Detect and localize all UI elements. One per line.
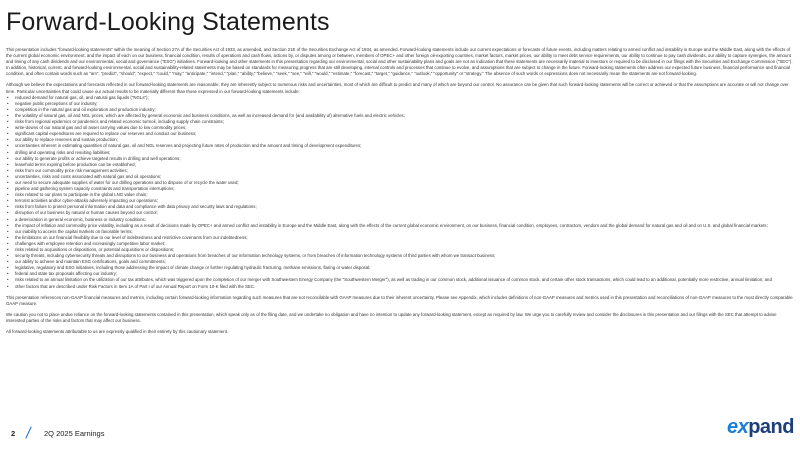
non-gaap-paragraph: This presentation references non-GAAP financial measures and metrics, including certain forward-looking information regarding such measures that are not reconcilable with GAAP measures due to their inherent uncertainty. Please see Appendix, which includes definitions of non-GAAP measures and metrics used in this presentation and reconciliations of non-GAAP measures to the most directly comparable GAAP measure. — [6, 294, 793, 306]
risk-factor-item: • the impact of inflation and commodity price volatility, including as a result of decisions made by OPEC+ and armed conflict and instability in Europe and the Middle East, along with the effects of the current global economic environment, on our business, financial condition, employees, contractors, vendors and the global demand for natural gas and oil and on U.S. and global financial markets; — [7, 222, 768, 228]
bullet-icon: • — [7, 265, 9, 271]
bullet-icon: • — [7, 210, 9, 216]
risk-factor-item: • the limitations on our financial flexibility due to our level of indebtedness and restrictive covenants from our indebtedness; — [7, 234, 248, 240]
bullet-icon: • — [7, 143, 9, 149]
bullet-icon: • — [7, 271, 9, 277]
risk-factor-item: • our ability to replace reserves and sustain production; — [7, 137, 118, 143]
bullet-icon: • — [7, 259, 9, 265]
bullet-icon: • — [7, 192, 9, 198]
footer-label: 2Q 2025 Earnings — [44, 429, 105, 438]
risk-factor-item: • drilling and operating risks and resulting liabilities; — [7, 149, 111, 155]
risk-factor-item: • risks related to acquisitions or dispositions, or potential acquisitions or dispositions; — [7, 247, 175, 252]
risk-factor-item: • other factors that are described under Risk Factors in Item 1A of Part I of our Annual Report on Form 10-K filed with the SEC. — [7, 283, 256, 289]
risk-factor-item: • a deterioration in general economic, business or industry conditions; — [7, 216, 146, 222]
risk-factor-item: • security threats, including cybersecurity threats and disruptions to our business and operations from breaches of our information technology systems, or from breaches of information technology systems of third parties with whom we transact business; — [7, 253, 496, 259]
risk-factor-item: • pipeline and gathering system capacity constraints and transportation interruptions; — [7, 186, 175, 192]
footer-divider — [25, 426, 31, 438]
risk-factor-item: • competition in the natural gas and oil exploration and production industry; — [7, 106, 156, 112]
risk-factor-item: • risks from failure to protect personal information and data and compliance with data privacy and security laws and regulations; — [7, 204, 257, 210]
risk-factor-item: • uncertainties, risks and costs associated with natural gas and oil operations; — [7, 173, 162, 179]
bullet-icon: • — [7, 277, 9, 283]
risk-factor-item: • our ability to achieve and maintain ESG certifications, goals and commitments; — [7, 259, 166, 265]
caution-paragraph: We caution you not to place undue reliance on the forward-looking statements contained in this presentation, which speak only as of the filing date, and we undertake no obligation and have no intention to update any forward-looking statement, except as required by law. We urge you to carefully review and consider the disclosures in this presentation and our filings with the SEC that attempt to advise interested parties of the risks and factors that may affect our business. — [6, 311, 777, 323]
bullet-icon: • — [7, 204, 9, 210]
risk-factor-item: • write-downs of our natural gas and oil asset carrying values due to low commodity prices; — [7, 125, 187, 131]
risk-factor-item: • risks related to our plans to participate in the global LNG value chain; — [7, 192, 148, 198]
risk-factor-item: • risks from our commodity price risk management activities; — [7, 167, 128, 173]
bullet-icon: • — [7, 100, 9, 106]
bullet-icon: • — [7, 247, 9, 252]
bullet-icon: • — [7, 161, 9, 167]
bullet-icon: • — [7, 216, 9, 222]
risk-factor-item: • uncertainties inherent in estimating quantities of natural gas, oil and NGL reserves and projecting future rates of production and the amount and timing of development expenditures; — [7, 143, 362, 149]
disclaimer-body — [6, 47, 794, 340]
bullet-icon: • — [7, 94, 9, 100]
bullet-icon: • — [7, 240, 9, 246]
page-title: Forward-Looking Statements — [6, 8, 330, 36]
risk-factor-item: • disruption of our business by natural or human causes beyond our control; — [7, 210, 158, 216]
bullet-icon: • — [7, 228, 9, 234]
expand-logo: expand — [726, 416, 794, 438]
risk-factor-item: • significant capital expenditures are required to replace our reserves and conduct our business; — [7, 131, 197, 137]
risk-factor-item: • our ability to generate profits or achieve targeted results in drilling and well operations; — [7, 155, 181, 161]
risk-factor-item: • the volatility of natural gas, oil and NGL prices, which are affected by general economic and business conditions, as well as increased demand for (and availability of) alternative fuels and electric vehicles; — [7, 112, 405, 118]
risk-factor-list — [6, 95, 794, 290]
risk-factor-item: • risks related to an annual limitation on the utilization of our tax attributes, which was triggered upon the completion of our merger with Southwestern Energy Company (the "Southwestern Merger"), as well as trading in our common stock, additional issuance of common stock, and certain other stock transactions, which could lead to an additional, potentially more restrictive, annual limitation; and — [7, 277, 772, 283]
risk-factor-item: • challenges with employee retention and increasingly competitive labor market; — [7, 240, 166, 246]
bullet-icon: • — [7, 149, 9, 155]
bullet-icon: • — [7, 119, 9, 125]
uncertainty-paragraph: Although we believe the expectations and forecasts reflected in our forward-looking statements are reasonable, they are inherently subject to numerous risks and uncertainties, most of which are difficult to predict and many of which are beyond our control. No assurance can be given that such forward-looking statements will be correct or achieved or that the assumptions are accurate or will not change over time. Particular uncertainties that could cause our actual results to be materially different than those expressed in our forward-looking statements include: — [6, 82, 789, 94]
risk-factor-item: • reduced demand for natural gas, oil, and natural gas liquids ("NGLs"); — [7, 94, 149, 100]
risk-factor-item: • our need to secure adequate supplies of water for our drilling operations and to dispose of or recycle the water used; — [7, 179, 239, 185]
bullet-icon: • — [7, 222, 9, 228]
bullet-icon: • — [7, 106, 9, 112]
bullet-icon: • — [7, 253, 9, 259]
bullet-icon: • — [7, 125, 9, 131]
page-number: 2 — [11, 429, 16, 438]
intro-paragraph: This presentation includes "forward-looking statements" within the meaning of Section 27A of the Securities Act of 1933, as amended, and Section 21E of the Securities Exchange Act of 1934, as amended. Forward-looking statements include our current expectations or forecasts of future events, including matters relating to armed conflict and instability in Europe and the Middle East, along with the effects of the current global economic environment, and the impact of each on our business, financial condition, results of operations and cash flows, actions by, or disputes among or between, members of OPEC+ and other foreign oil-exporting countries, market factors, market prices, our ability to meet debt service requirements, our ability to continue to pay cash dividends, our ability to capture synergies, the amount and timing of any cash dividends and our environmental, social and governance ("ESG") initiatives. Forward-looking and other statements in this presentation regarding our environmental, social and other sustainability plans and goals are not an indication that these statements are necessarily material to investors or required to be disclosed in our filings with the Securities and Exchange Commission ("SEC"). In addition, historical, current, and forward-looking environmental, social and sustainability-related statements may be based on standards for measuring progress that are still developing, internal controls and processes that continue to evolve, and assumptions that are subject to change in the future. Forward-looking statements often address our expected future business, financial performance and financial condition, and often contain words such as "am", "predict", "should", "expect," "could," "may," "anticipate," "intend," "plan," "ability," "believe," "seek," "see," "will," "would," "estimate," "forecast," "target," "guidance," "outlook," "opportunity" or "strategy." The absence of such words or expressions does not necessarily mean the statements are not forward-looking. — [6, 47, 793, 77]
bullet-icon: • — [7, 167, 9, 173]
bullet-icon: • — [7, 155, 9, 161]
risk-factor-item: • negative public perceptions of our industry; — [7, 100, 98, 106]
risk-factor-item: • risks from regional epidemics or pandemics and related economic turmoil, including supply chain constraints; — [7, 119, 224, 125]
bullet-icon: • — [7, 179, 9, 185]
bullet-icon: • — [7, 173, 9, 179]
risk-factor-item: • federal and state tax proposals affecting our industry; — [7, 271, 118, 277]
risk-factor-item: • legislative, regulatory and ESG initiatives, including those addressing the impact of climate change or further regulating hydraulic fracturing, methane emissions, flaring or water disposal; — [7, 265, 371, 271]
bullet-icon: • — [7, 112, 9, 118]
bullet-icon: • — [7, 198, 9, 204]
risk-factor-item: • leasehold terms expiring before production can be established; — [7, 161, 136, 167]
risk-factor-item: • terrorist activities and/or cyber-attacks adversely impacting our operations; — [7, 198, 158, 204]
bullet-icon: • — [7, 234, 9, 240]
bullet-icon: • — [7, 186, 9, 192]
bullet-icon: • — [7, 283, 9, 289]
risk-factor-item: • our inability to access the capital markets on favorable terms; — [7, 228, 133, 234]
footer — [0, 416, 800, 450]
qualification-paragraph: All forward-looking statements attributable to us are expressly qualified in their entirety by this cautionary statement. — [6, 329, 229, 335]
bullet-icon: • — [7, 131, 9, 137]
bullet-icon: • — [7, 137, 9, 143]
